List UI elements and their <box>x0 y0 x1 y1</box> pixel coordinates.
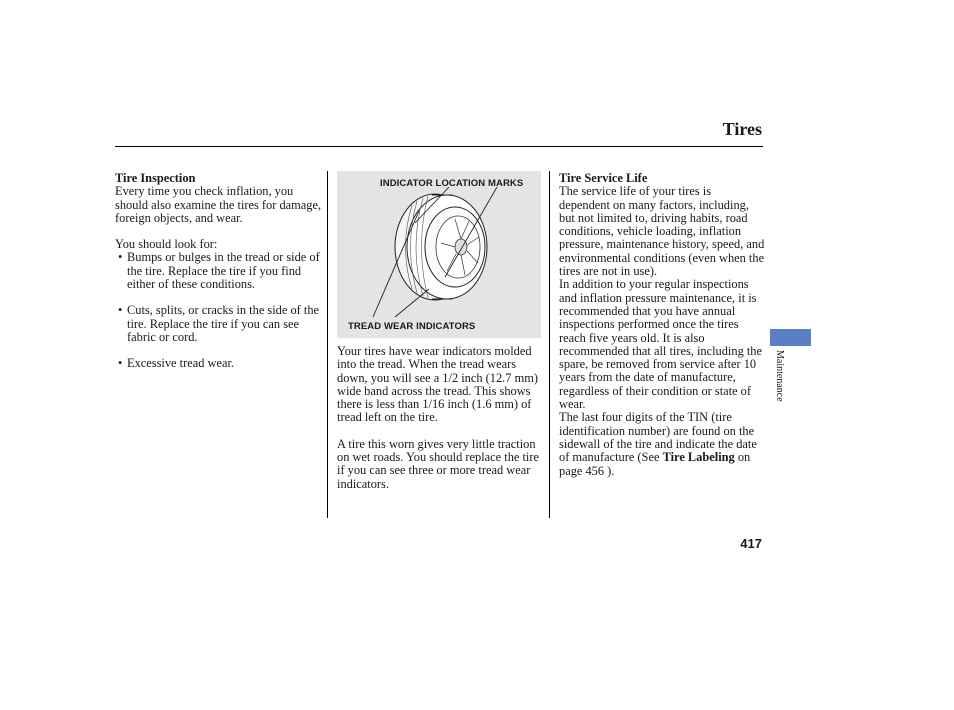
tire-inspection-heading: Tire Inspection <box>115 171 196 185</box>
column-divider <box>549 171 550 518</box>
service-life-paragraph: The service life of your tires is dependent on many factors, including, but not limited to, driving habits, road conditions, vehicle loading, inflation pressure, maintenance history, speed, and environmental conditions (even when the tires are not in use). <box>559 184 765 279</box>
left-column <box>115 172 325 371</box>
bullet-item: • Cuts, splits, or cracks in the side of the tire. Replace the tire if you can see fabric or cord. <box>115 304 325 344</box>
bullet-item: • Bumps or bulges in the tread or side of the tire. Replace the tire if you find either of these conditions. <box>115 251 325 291</box>
look-for-paragraph: You should look for: <box>115 237 218 252</box>
tire-illustration <box>337 171 541 338</box>
section-label: Maintenance <box>774 350 785 402</box>
tread-wear-label: TREAD WEAR INDICATORS <box>348 321 476 332</box>
inspection-recommendation-paragraph: In addition to your regular inspections and inflation pressure maintenance, it is recommended that you have annual inspections performed once the tires reach five years old. It is also recommended that all tires, including the spare, be removed from service after 10 years from the date of manufacture, regardless of their condition or state of wear. <box>559 277 763 412</box>
section-tab <box>770 329 811 346</box>
page-number: 417 <box>740 536 762 551</box>
page-title: Tires <box>722 119 762 139</box>
indicator-location-label: INDICATOR LOCATION MARKS <box>380 178 524 189</box>
tin-paragraph: The last four digits of the TIN (tire identification number) are found on the sidewall of the tire and indicate the date of manufacture (See Tire Labeling on page 456 ). <box>559 410 757 478</box>
bullet-item: • Excessive tread wear. <box>115 357 325 370</box>
traction-paragraph: A tire this worn gives very little traction on wet roads. You should replace the tire if you can see three or more tread wear indicators. <box>337 436 539 491</box>
middle-column <box>337 345 543 491</box>
wear-indicators-paragraph: Your tires have wear indicators molded into the tread. When the tread wears down, you will see a 1/2 inch (12.7 mm) wide band across the tread. This shows there is less than 1/16 inch (1.6 mm) of tread left on the tire. <box>337 344 538 425</box>
column-divider <box>327 171 328 518</box>
tire-service-life-heading: Tire Service Life <box>559 171 648 185</box>
header-rule <box>115 146 763 147</box>
tire-drawing <box>337 171 541 338</box>
inspection-paragraph: Every time you check inflation, you should also examine the tires for damage, foreign objects, and wear. <box>115 184 322 225</box>
right-column <box>559 172 765 478</box>
tire-labeling-link[interactable]: Tire Labeling <box>662 450 735 465</box>
